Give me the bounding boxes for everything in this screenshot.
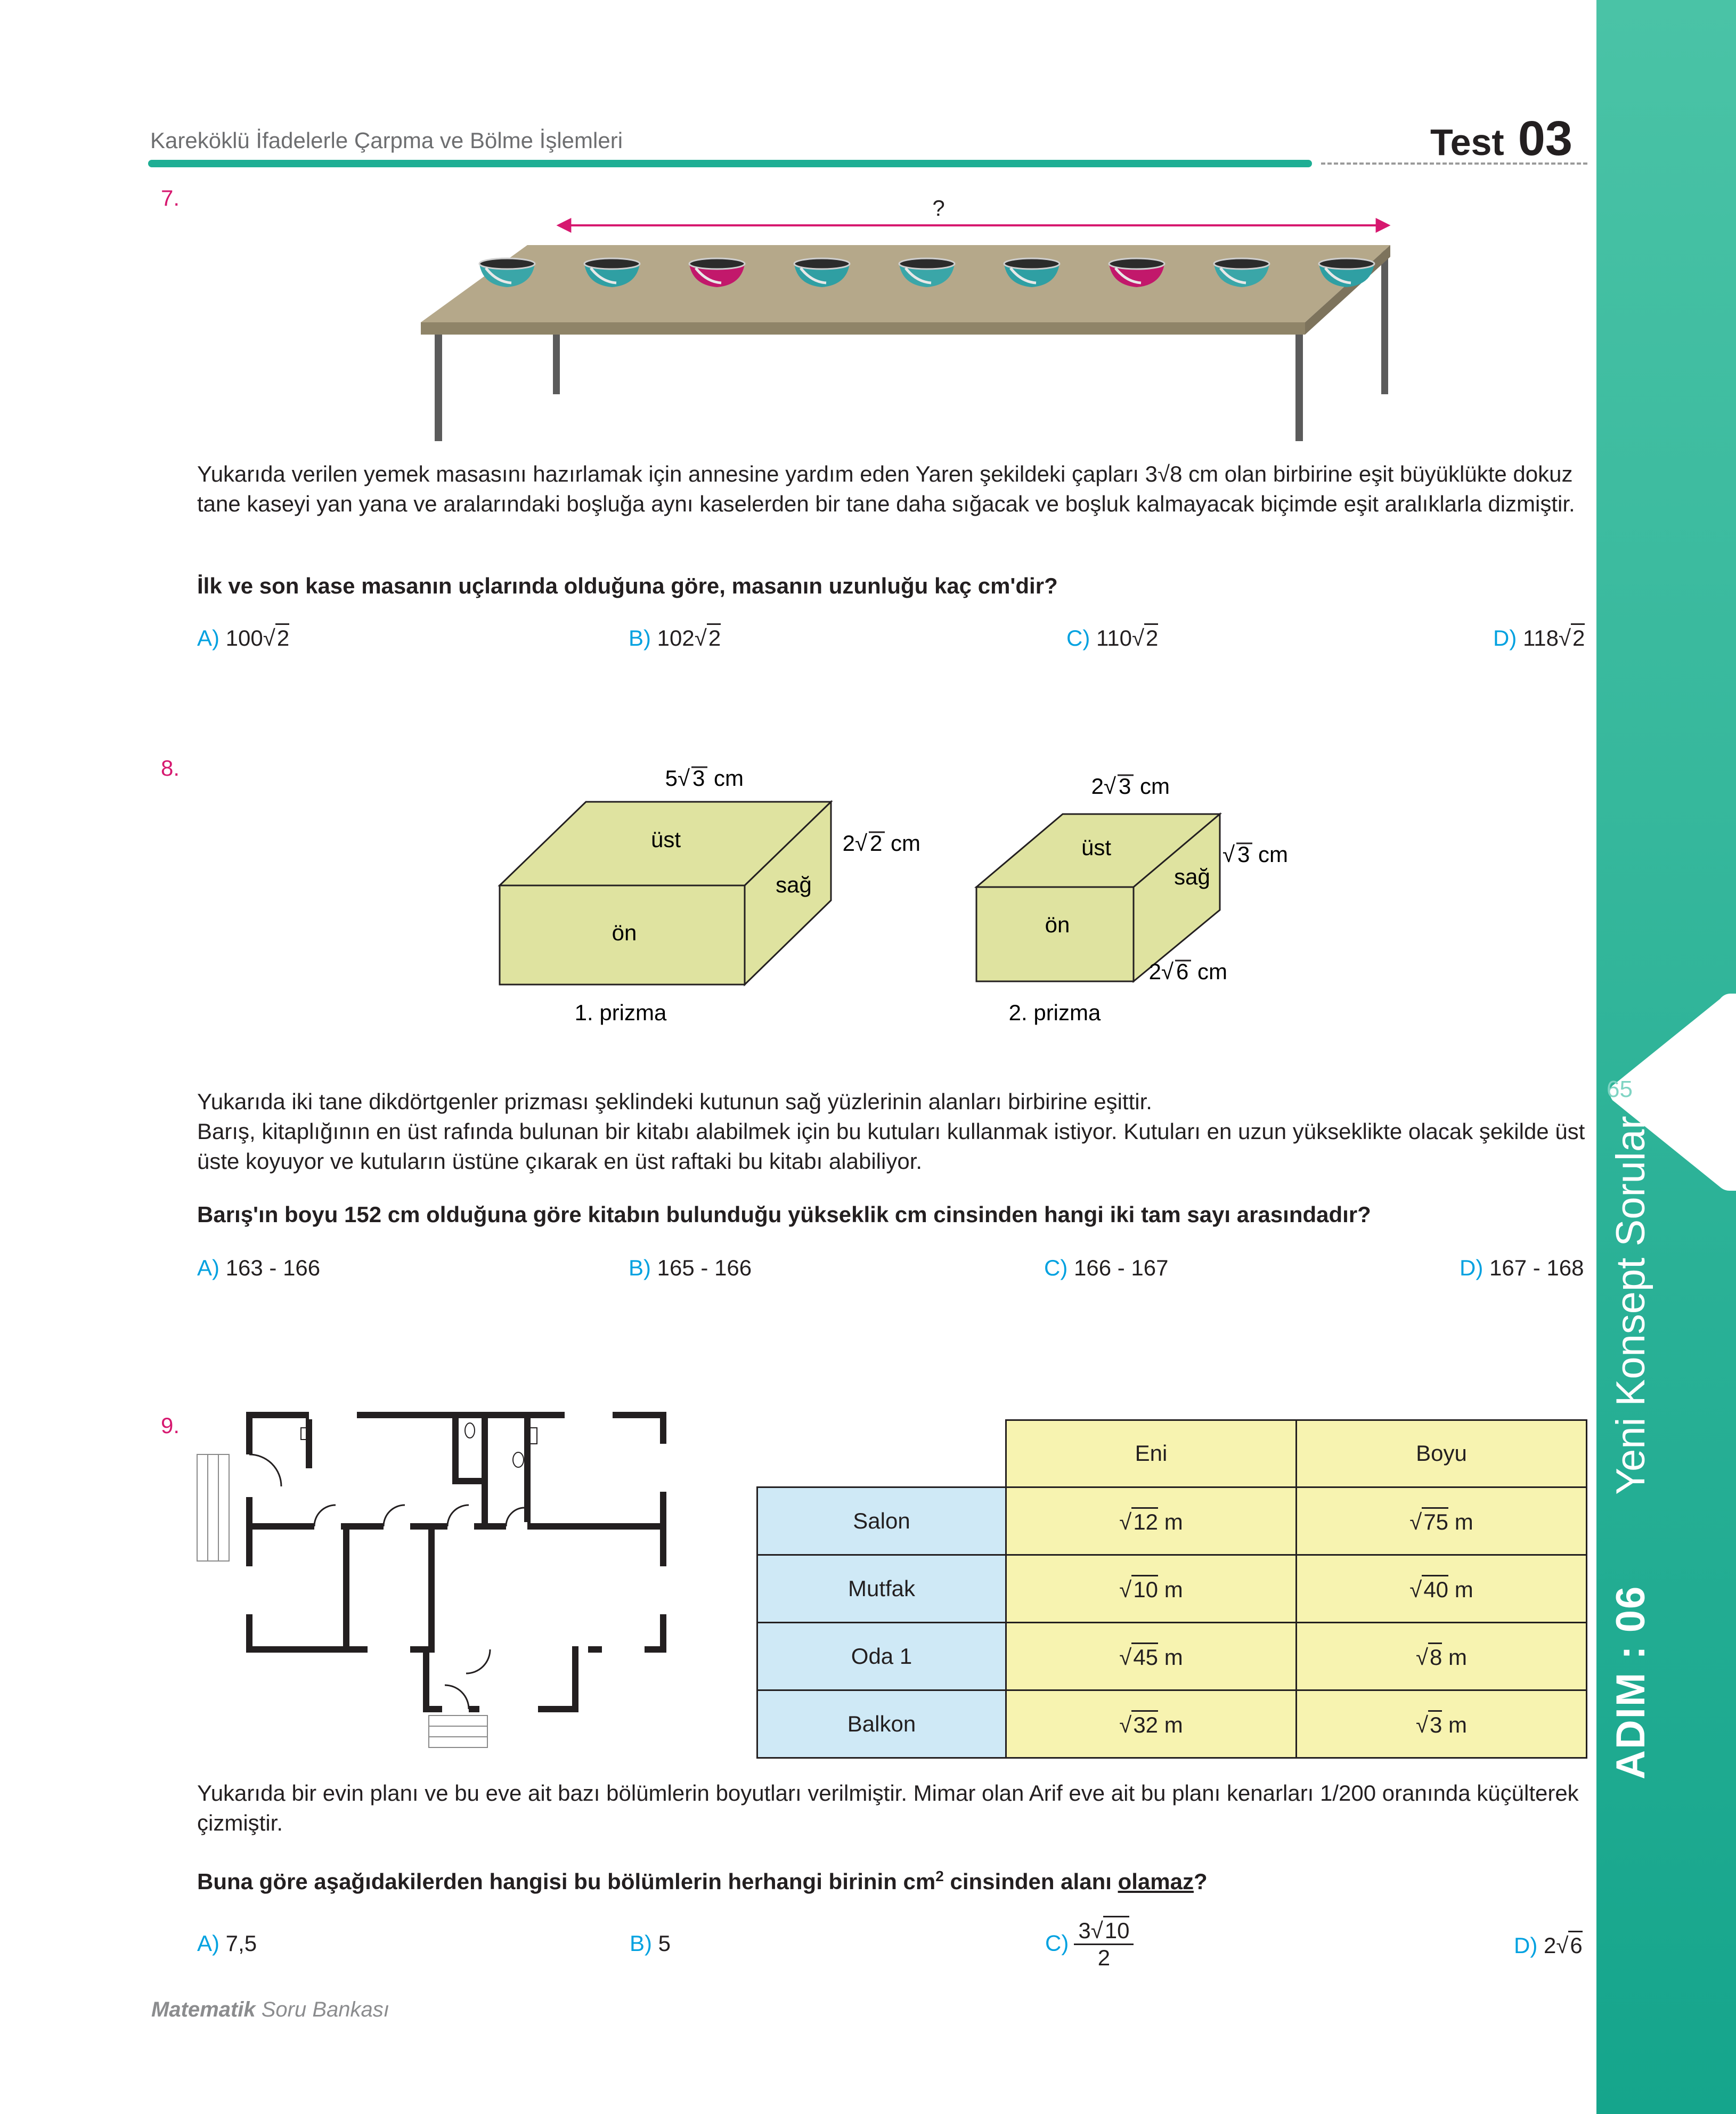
question-9-option-c[interactable]: C) $\frac{3√ 10}{2}$ <box>1045 1916 1134 1971</box>
svg-text:cm: cm <box>891 831 920 856</box>
floor-plan-figure <box>176 1406 687 1758</box>
bowls <box>479 258 1374 287</box>
svg-text:2: 2 <box>1148 959 1161 984</box>
svg-text:√: √ <box>1161 959 1174 984</box>
prism-2-length-label <box>1091 774 1170 799</box>
table-cell-eni: √ 45 m <box>1006 1622 1297 1690</box>
table-cell-boyu: √ 8 m <box>1297 1622 1587 1690</box>
prism-1-length-label <box>665 766 744 791</box>
question-8-prompt: Barış'ın boyu 152 cm olduğuna göre kitabın bulunduğu yükseklik cm cinsinden hangi iki tam sayı arasındadır? <box>197 1202 1371 1227</box>
prisms-figure <box>490 762 1396 1039</box>
test-number: 03 <box>1518 111 1573 166</box>
sidebar-title <box>1608 1116 1654 1779</box>
table-cell-eni: √ 12 m <box>1006 1487 1297 1555</box>
question-7-option-a[interactable]: A) 100√ 2 <box>197 623 289 651</box>
plan-steps <box>197 1454 487 1747</box>
question-7-prompt: İlk ve son kase masanın uçlarında olduğuna göre, masanın uzunluğu kaç cm'dir? <box>197 573 1058 598</box>
table-cell-eni: √ 32 m <box>1006 1690 1297 1758</box>
svg-text:cm: cm <box>1197 959 1227 984</box>
question-8-text-1: Yukarıda iki tane dikdörtgenler prizması şeklindeki kutunun sağ yüzlerinin alanları birbirine eşittir. <box>197 1089 1152 1114</box>
svg-text:3: 3 <box>1237 842 1250 867</box>
question-9-option-a[interactable]: A) 7,5 <box>197 1931 257 1956</box>
table-corner-cell <box>757 1420 1006 1487</box>
table-cell-boyu: √ 75 m <box>1297 1487 1587 1555</box>
section-title: Kareköklü İfadelerle Çarpma ve Bölme İşlemleri <box>150 128 623 153</box>
question-9-text: Yukarıda bir evin planı ve bu eve ait bazı bölümlerin boyutları verilmiştir. Mimar olan Arif eve ait bu planı kenarları 1/200 oranında küçülterek çizmiştir. <box>197 1780 1579 1835</box>
page-number: 65 <box>1607 1076 1633 1102</box>
question-8-number: 8. <box>161 755 180 780</box>
prism-2-front-label: ön <box>1045 912 1070 937</box>
table-cell-boyu: √ 3 m <box>1297 1690 1587 1758</box>
svg-text:√: √ <box>1222 842 1235 867</box>
prism-1-height-label <box>843 831 920 856</box>
prism-2-right-label: sağ <box>1174 864 1210 889</box>
header-bar <box>148 160 1312 167</box>
plan-fixtures <box>301 1423 537 1467</box>
question-7-option-d[interactable]: D) 118√ 2 <box>1493 623 1585 651</box>
svg-text:2: 2 <box>1091 774 1104 799</box>
option-c-fraction: $\frac{3√ 10}{2}$ <box>1074 1916 1134 1971</box>
svg-text:3: 3 <box>1119 774 1131 799</box>
dining-table-figure <box>405 192 1406 448</box>
question-8-option-b[interactable]: B) 165 - 166 <box>629 1255 752 1280</box>
table-leg-back-right <box>1381 250 1388 394</box>
table-header-row <box>757 1420 1587 1487</box>
plan-wall-balcony <box>426 1649 575 1709</box>
svg-text:cm: cm <box>714 766 744 791</box>
svg-text:5: 5 <box>665 766 678 791</box>
svg-text:2: 2 <box>870 831 883 856</box>
prism-1-front-label: ön <box>612 920 637 945</box>
test-word: Test <box>1430 121 1504 163</box>
table-cell-boyu: √ 40 m <box>1297 1555 1587 1622</box>
prism-1-caption: 1. prizma <box>574 1000 667 1025</box>
svg-text:√: √ <box>855 831 868 856</box>
table-row-header: Oda 1 <box>757 1622 1006 1690</box>
svg-text:2: 2 <box>842 831 855 856</box>
question-7-option-c[interactable]: C) 110√ 2 <box>1066 623 1158 651</box>
question-7-number: 7. <box>161 185 180 210</box>
dimensions-table <box>756 1419 1587 1759</box>
question-9-option-d[interactable]: D) 2√ 6 <box>1514 1931 1583 1958</box>
question-7-option-b[interactable]: B) 102√ 2 <box>629 623 721 651</box>
question-8-option-c[interactable]: C) 166 - 167 <box>1044 1255 1169 1280</box>
question-9-number: 9. <box>161 1413 180 1438</box>
question-9-option-b[interactable]: B) 5 <box>630 1931 671 1956</box>
table-row-header: Salon <box>757 1487 1006 1555</box>
question-8-option-d[interactable]: D) 167 - 168 <box>1460 1255 1584 1280</box>
header-dashed-line <box>1321 162 1587 165</box>
question-8-text-2: Barış, kitaplığının en üst rafında bulunan bir kitabı alabilmek için bu kutuları kullanmak istiyor. Kutuları en uzun yükseklikte olacak şekilde üst üste koyuyor ve kutuların üstüne çıkarak en üst raftaki bu kitabı alabiliyor. <box>197 1119 1585 1174</box>
table-header-boyu: Boyu <box>1297 1420 1587 1487</box>
plan-wall-outer-left-bottom <box>249 1415 426 1649</box>
svg-text:cm: cm <box>1140 774 1170 799</box>
table-row-header: Balkon <box>757 1690 1006 1758</box>
prism-2-depth-label <box>1149 959 1227 984</box>
svg-text:√: √ <box>678 766 690 791</box>
table-cell-eni: √ 10 m <box>1006 1555 1297 1622</box>
svg-text:cm: cm <box>1258 842 1288 867</box>
question-7-text: Yukarıda verilen yemek masasını hazırlamak için annesine yardım eden Yaren şekildeki çapları 3√8 cm olan birbirine eşit büyüklükte dokuz tane kaseyi yan yana ve aralarındaki boşluğa aynı kaselerden bir tane daha sığacak ve boşluk kalmayacak biçimde eşit aralıklarla dizmiştir. <box>197 461 1575 516</box>
table-row <box>757 1487 1587 1555</box>
prism-2-height-label <box>1222 842 1288 867</box>
test-label <box>1430 111 1572 167</box>
svg-text:6: 6 <box>1176 959 1189 984</box>
svg-text:√: √ <box>1104 774 1116 799</box>
length-question-mark: ? <box>932 196 945 221</box>
table-edge <box>421 322 1305 335</box>
table-row <box>757 1622 1587 1690</box>
table-row-header: Mutfak <box>757 1555 1006 1622</box>
table-row <box>757 1690 1587 1758</box>
svg-text:3: 3 <box>692 766 705 791</box>
table-header-eni: Eni <box>1006 1420 1297 1487</box>
prism-2-caption: 2. prizma <box>1008 1000 1101 1025</box>
question-8-option-a[interactable]: A) 163 - 166 <box>197 1255 321 1280</box>
sidebar-subtitle: Yeni Konsept Sorular <box>1608 1116 1653 1495</box>
table-leg-front-right <box>1295 335 1303 441</box>
table-leg-front-left <box>435 335 442 441</box>
table-row <box>757 1555 1587 1622</box>
prism-1-right-label: sağ <box>776 872 812 897</box>
prism-2-top-label: üst <box>1081 835 1112 860</box>
sidebar-step: ADIM : 06 <box>1608 1585 1653 1779</box>
footer: Matematik Soru Bankası <box>151 1998 389 2021</box>
prism-1-top-label: üst <box>650 827 681 852</box>
question-9-prompt: Buna göre aşağıdakilerden hangisi bu bölümlerin herhangi birinin $cm^2$ cinsinden alanı olamaz? <box>197 1868 1208 1894</box>
